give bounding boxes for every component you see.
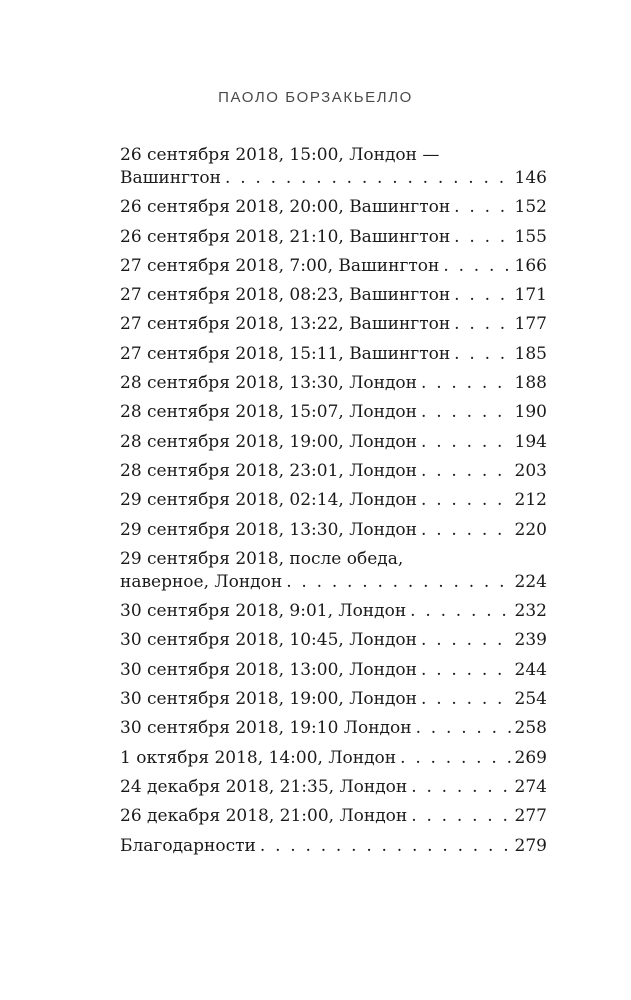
toc-entry-line <box>120 343 547 366</box>
toc-entry-title: 28 сентября 2018, 15:07, Лондон <box>120 402 417 423</box>
toc-entry-line <box>120 629 547 652</box>
toc-entry-title: 30 сентября 2018, 9:01, Лондон <box>120 601 407 622</box>
toc-entry-line <box>120 313 547 336</box>
toc-entry <box>120 196 547 219</box>
toc-entry-line <box>120 167 547 190</box>
toc-entry <box>120 805 547 828</box>
toc-entry <box>120 629 547 652</box>
toc-entry <box>120 431 547 454</box>
toc-entry-line <box>120 747 547 770</box>
toc-entry-title: наверное, Лондон <box>120 571 283 592</box>
toc-entry-page-number: 239 <box>514 630 547 651</box>
toc-entry-page-number: 203 <box>514 460 547 481</box>
toc-entry-line <box>120 460 547 483</box>
dot-leader <box>454 313 511 336</box>
toc-entry-title-line1: 26 сентября 2018, 15:00, Лондон — <box>120 145 440 165</box>
toc-entry-line <box>120 431 547 454</box>
toc-entry-page-number: 171 <box>514 285 547 306</box>
toc-entry-title: 29 сентября 2018, 02:14, Лондон <box>120 490 417 511</box>
toc-entry-title: 30 сентября 2018, 13:00, Лондон <box>120 659 417 680</box>
toc-entry-line <box>120 401 547 424</box>
toc-entry-title: 26 декабря 2018, 21:00, Лондон <box>120 806 408 827</box>
toc-entry <box>120 519 547 542</box>
toc-entry-page-number: 212 <box>514 490 547 511</box>
toc-entry <box>120 313 547 336</box>
toc-entry <box>120 372 547 395</box>
dot-leader <box>443 255 511 278</box>
toc-entry-title-line1: 29 сентября 2018, после обеда, <box>120 548 404 569</box>
toc-entry-page-number: 152 <box>514 197 547 218</box>
toc-entry-title: 30 сентября 2018, 19:10 Лондон <box>120 718 412 739</box>
toc-entry-line <box>120 284 547 307</box>
toc-entry-title: 24 декабря 2018, 21:35, Лондон <box>120 776 408 797</box>
toc-entry-line <box>120 659 547 682</box>
dot-leader <box>225 167 512 190</box>
toc-entry <box>120 255 547 278</box>
toc-entry-page-number: 258 <box>514 718 547 739</box>
toc-entry-title: 27 сентября 2018, 7:00, Вашингтон <box>120 255 440 276</box>
toc-entry-line <box>120 717 547 740</box>
dot-leader <box>411 776 511 799</box>
toc-entry-line <box>120 600 547 623</box>
toc-entry-page-number: 190 <box>514 402 547 423</box>
dot-leader <box>454 343 511 366</box>
toc-entry-title: 26 сентября 2018, 21:10, Вашингтон <box>120 226 451 247</box>
dot-leader <box>286 571 511 594</box>
toc-entry-page-number: 244 <box>514 659 547 680</box>
toc-entry <box>120 226 547 249</box>
dot-leader <box>416 717 512 740</box>
toc-entry-title: Вашингтон <box>120 168 221 188</box>
toc-entry-line <box>120 835 547 858</box>
toc-entry-page-number: 177 <box>514 314 547 335</box>
toc-entry-page-number: 166 <box>514 255 547 276</box>
toc-entry <box>120 489 547 512</box>
toc-entry-title: 1 октября 2018, 14:00, Лондон <box>120 747 397 768</box>
toc-entry-line <box>120 255 547 278</box>
dot-leader <box>410 600 511 623</box>
toc-entry-page-number: 274 <box>514 776 547 797</box>
running-head: ПАОЛО БОРЗАКЬЕЛЛО <box>218 89 413 106</box>
dot-leader <box>421 489 512 512</box>
dot-leader <box>421 688 512 711</box>
toc-entry-page-number: 155 <box>514 226 547 247</box>
toc-entry <box>120 835 547 858</box>
toc-entry-line <box>120 688 547 711</box>
toc-entry <box>120 401 547 424</box>
toc-entry-title: 29 сентября 2018, 13:30, Лондон <box>120 519 417 540</box>
toc-entry <box>120 144 547 190</box>
dot-leader <box>421 659 512 682</box>
dot-leader <box>421 372 512 395</box>
toc-entry-title: 27 сентября 2018, 13:22, Вашингтон <box>120 314 451 335</box>
toc-entry <box>120 659 547 682</box>
toc-entry <box>120 688 547 711</box>
toc-entry-line <box>120 805 547 828</box>
toc-entry <box>120 548 547 594</box>
toc-entry-title: 28 сентября 2018, 19:00, Лондон <box>120 431 417 452</box>
dot-leader <box>454 196 511 219</box>
toc-entry-line <box>120 489 547 512</box>
dot-leader <box>260 835 512 858</box>
toc-entry-title: 30 сентября 2018, 10:45, Лондон <box>120 630 417 651</box>
toc-entry-page-number: 185 <box>514 343 547 364</box>
toc-entry-line <box>120 372 547 395</box>
toc-entry <box>120 343 547 366</box>
toc-entry-page-number: 146 <box>514 168 547 188</box>
dot-leader <box>400 747 511 770</box>
toc-entry-title: 28 сентября 2018, 13:30, Лондон <box>120 373 417 394</box>
dot-leader <box>411 805 511 828</box>
toc-entry-title: 28 сентября 2018, 23:01, Лондон <box>120 460 417 481</box>
toc-entry-title: 27 сентября 2018, 15:11, Вашингтон <box>120 343 451 364</box>
toc-entry-page-number: 254 <box>514 689 547 710</box>
toc-entry <box>120 460 547 483</box>
toc-entry-line <box>120 196 547 219</box>
toc-entry-title: Благодарности <box>120 835 256 856</box>
toc-entry-title: 26 сентября 2018, 20:00, Вашингтон <box>120 197 451 218</box>
toc-entry <box>120 776 547 799</box>
toc-entry-title: 30 сентября 2018, 19:00, Лондон <box>120 689 417 710</box>
dot-leader <box>421 401 512 424</box>
toc-entry-page-number: 220 <box>514 519 547 540</box>
dot-leader <box>454 226 511 249</box>
dot-leader <box>421 431 512 454</box>
table-of-contents <box>120 144 547 864</box>
toc-entry-page-number: 224 <box>514 571 547 592</box>
toc-entry <box>120 600 547 623</box>
dot-leader <box>421 629 512 652</box>
toc-entry-page-number: 277 <box>514 806 547 827</box>
toc-entry-line <box>120 226 547 249</box>
toc-entry-page-number: 188 <box>514 373 547 394</box>
dot-leader <box>421 519 512 542</box>
toc-entry-page-number: 232 <box>514 601 547 622</box>
toc-entry-page-number: 269 <box>514 747 547 768</box>
dot-leader <box>421 460 512 483</box>
toc-entry-title: 27 сентября 2018, 08:23, Вашингтон <box>120 285 451 306</box>
toc-entry-line <box>120 571 547 594</box>
toc-entry <box>120 717 547 740</box>
toc-entry-line <box>120 776 547 799</box>
toc-entry <box>120 284 547 307</box>
dot-leader <box>454 284 511 307</box>
toc-entry <box>120 747 547 770</box>
toc-entry-page-number: 194 <box>514 431 547 452</box>
toc-entry-page-number: 279 <box>514 835 547 856</box>
toc-entry-line <box>120 519 547 542</box>
